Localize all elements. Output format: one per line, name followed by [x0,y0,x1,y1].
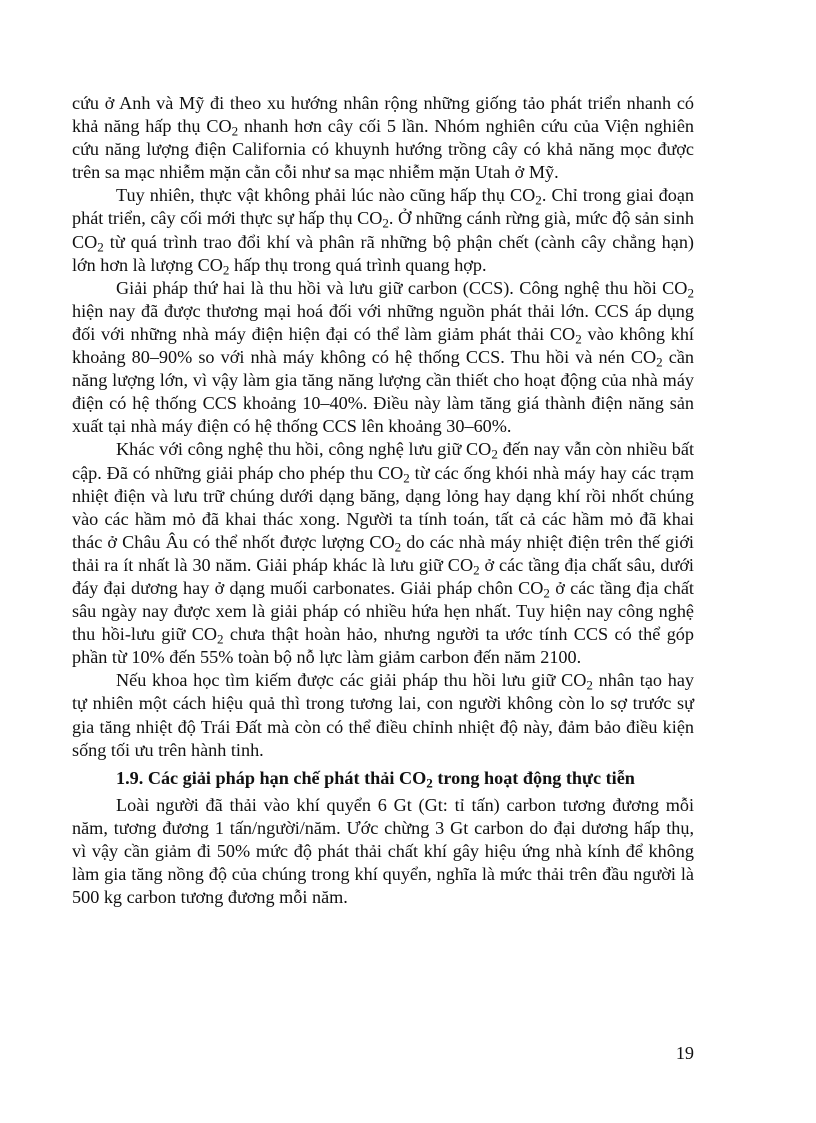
paragraph-ccs: Giải pháp thứ hai là thu hồi và lưu giữ carbon (CCS). Công nghệ thu hồi $CO_2$ hiện nay đã được thương mại hoá đối với những nguồn phát thải lớn. CCS áp dụng đối với những nhà máy điện hiện đại có thể làm giảm phát thải $CO_2$ vào không khí khoảng 80–90% so với nhà máy không có hệ thống CCS. Thu hồi và nén $CO_2$ cần năng lượng lớn, vì vậy làm gia tăng năng lượng cần thiết cho hoạt động của nhà máy điện có hệ thống CCS khoảng 10–40%. Điều này làm tăng giá thành điện năng sản xuất tại nhà máy điện có hệ thống CCS lên khoảng 30–60%. [72,277,694,437]
paragraph-storage: Khác với công nghệ thu hồi, công nghệ lưu giữ $CO_2$ đến nay vẫn còn nhiều bất cập. Đã có những giải pháp cho phép thu $CO_2$ từ các ống khói nhà máy hay các trạm nhiệt điện và lưu trữ chúng dưới dạng băng, dạng lỏng hay dạng khí rồi nhốt chúng vào các hầm mỏ đã khai thác xong. Người ta tính toán, tất cả các hầm mỏ đã khai thác ở Châu Âu có thể nhốt được lượng $CO_2$ do các nhà máy nhiệt điện trên thế giới thải ra ít nhất là 30 năm. Giải pháp khác là lưu giữ $CO_2$ ở các tầng địa chất sâu, dưới đáy đại dương hay ở dạng muối carbonates. Giải pháp chôn $CO_2$ ở các tầng địa chất sâu ngày nay được xem là giải pháp có nhiều hứa hẹn nhất. Tuy hiện nay công nghệ thu hồi-lưu giữ $CO_2$ chưa thật hoàn hảo, nhưng người ta ước tính CCS có thể góp phần từ 10% đến 55% toàn bộ nỗ lực làm giảm carbon đến năm 2100. [72,439,694,668]
page-number: 19 [675,1043,694,1063]
paragraph-future: Nếu khoa học tìm kiếm được các giải pháp thu hồi lưu giữ $CO_2$ nhân tạo hay tự nhiên một cách hiệu quả thì trong tương lai, con người không còn lo sợ trước sự gia tăng nhiệt độ Trái Đất mà còn có thể điều chỉnh nhiệt độ này, đảm bảo điều kiện sống tối ưu trên hành tinh. [72,670,694,760]
paragraph-algae-research: cứu ở Anh và Mỹ đi theo xu hướng nhân rộng những giống tảo phát triển nhanh có khả năng hấp thụ $CO_2$ nhanh hơn cây cối 5 lần. Nhóm nghiên cứu của Viện nghiên cứu năng lượng điện California có khuynh hướng trồng cây có khả năng mọc được trên sa mạc nhiễm mặn cằn cỗi như sa mạc nhiễm mặn Utah ở Mỹ. [72,93,694,183]
section-heading: 1.9. Các giải pháp hạn chế phát thải $CO_2$ trong hoạt động thực tiễn [116,767,635,790]
paragraph-plant-absorption: Tuy nhiên, thực vật không phải lúc nào cũng hấp thụ $CO_2$. Chỉ trong giai đoạn phát triển, cây cối mới thực sự hấp thụ $CO_2$. Ở những cánh rừng già, mức độ sản $\sinh CO_2$ từ quá trình trao đổi khí và phân rã những bộ phận chết (cành cây chẳng hạn) lớn hơn là lượng $CO_2$ hấp thụ trong quá trình quang hợp. [72,185,695,277]
paragraph-emissions: Loài người đã thải vào khí quyển 6 Gt (Gt: tỉ tấn) carbon tương đương mỗi năm, tương đương 1 tấn/người/năm. Ước chừng 3 Gt carbon do đại dương hấp thụ, vì vậy cần giảm đi 50% mức độ phát thải chất khí gây hiệu ứng nhà kính để không làm gia tăng nồng độ của chúng trong khí quyển, nghĩa là mức thải trên đầu người là 500 kg carbon tương đương mỗi năm. [72,794,694,908]
page-body [72,92,694,909]
